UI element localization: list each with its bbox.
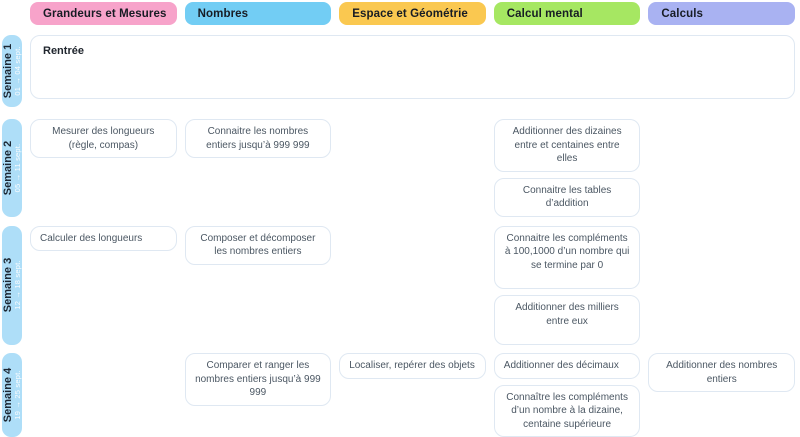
week-row-1 — [2, 35, 795, 107]
cell — [494, 226, 641, 346]
week-row-4 — [2, 353, 795, 437]
full-width-card[interactable]: Rentrée — [30, 35, 795, 99]
week-cells — [30, 35, 795, 107]
week-dates: 05 → 11 sept. — [14, 141, 22, 195]
week-cells — [30, 353, 795, 437]
column-header-3[interactable]: Espace et Géométrie — [339, 2, 486, 25]
week-label-text — [2, 44, 22, 98]
week-label-3 — [2, 226, 22, 346]
lesson-card[interactable]: Composer et décomposer les nombres entiers — [185, 226, 332, 265]
cell — [339, 353, 486, 379]
lesson-card[interactable]: Comparer et ranger les nombres entiers jusqu’à 999 999 — [185, 353, 332, 406]
lesson-card[interactable]: Calculer des longueurs — [30, 226, 177, 252]
column-header-4[interactable]: Calcul mental — [494, 2, 641, 25]
lesson-card[interactable]: Connaître les compléments d’un nombre à la dizaine, centaine supérieure — [494, 385, 641, 437]
column-header-5[interactable]: Calculs — [648, 2, 795, 25]
week-name: Semaine 3 — [2, 258, 14, 312]
cell — [494, 353, 641, 437]
cell — [185, 119, 332, 158]
week-label-text — [2, 141, 22, 195]
week-label-4 — [2, 353, 22, 437]
lesson-card[interactable]: Connaitre les nombres entiers jusqu’à 999 999 — [185, 119, 332, 158]
lesson-card[interactable]: Additionner des milliers entre eux — [494, 295, 641, 345]
lesson-card[interactable]: Connaitre les compléments à 100,1000 d’un nombre qui se termine par 0 — [494, 226, 641, 290]
lesson-card[interactable]: Connaitre les tables d’addition — [494, 178, 641, 217]
lesson-card[interactable]: Mesurer des longueurs (règle, compas) — [30, 119, 177, 158]
week-name: Semaine 1 — [2, 44, 14, 98]
week-dates: 19 → 25 sept. — [14, 368, 22, 422]
week-label-2 — [2, 119, 22, 217]
lesson-card[interactable]: Additionner des décimaux — [494, 353, 641, 379]
cell — [185, 226, 332, 265]
weeks-grid — [0, 35, 800, 437]
cell — [185, 353, 332, 406]
week-label-1 — [2, 35, 22, 107]
column-header-1[interactable]: Grandeurs et Mesures — [30, 2, 177, 25]
cell — [30, 119, 177, 158]
week-row-3 — [2, 226, 795, 346]
week-name: Semaine 2 — [2, 141, 14, 195]
week-cells — [30, 226, 795, 346]
cell — [30, 226, 177, 252]
column-headers — [0, 0, 800, 25]
cell — [494, 119, 641, 217]
week-name: Semaine 4 — [2, 368, 14, 422]
week-label-text — [2, 258, 22, 312]
column-header-2[interactable]: Nombres — [185, 2, 332, 25]
cell — [648, 353, 795, 392]
lesson-card[interactable]: Additionner des nombres entiers — [648, 353, 795, 392]
week-cells — [30, 119, 795, 217]
week-label-text — [2, 368, 22, 422]
lesson-card[interactable]: Additionner des dizaines entre et centaines entre elles — [494, 119, 641, 172]
lesson-card[interactable]: Localiser, repérer des objets — [339, 353, 486, 379]
week-dates: 01 → 04 sept. — [14, 44, 22, 98]
week-dates: 12 → 18 sept. — [14, 258, 22, 312]
week-row-2 — [2, 119, 795, 217]
